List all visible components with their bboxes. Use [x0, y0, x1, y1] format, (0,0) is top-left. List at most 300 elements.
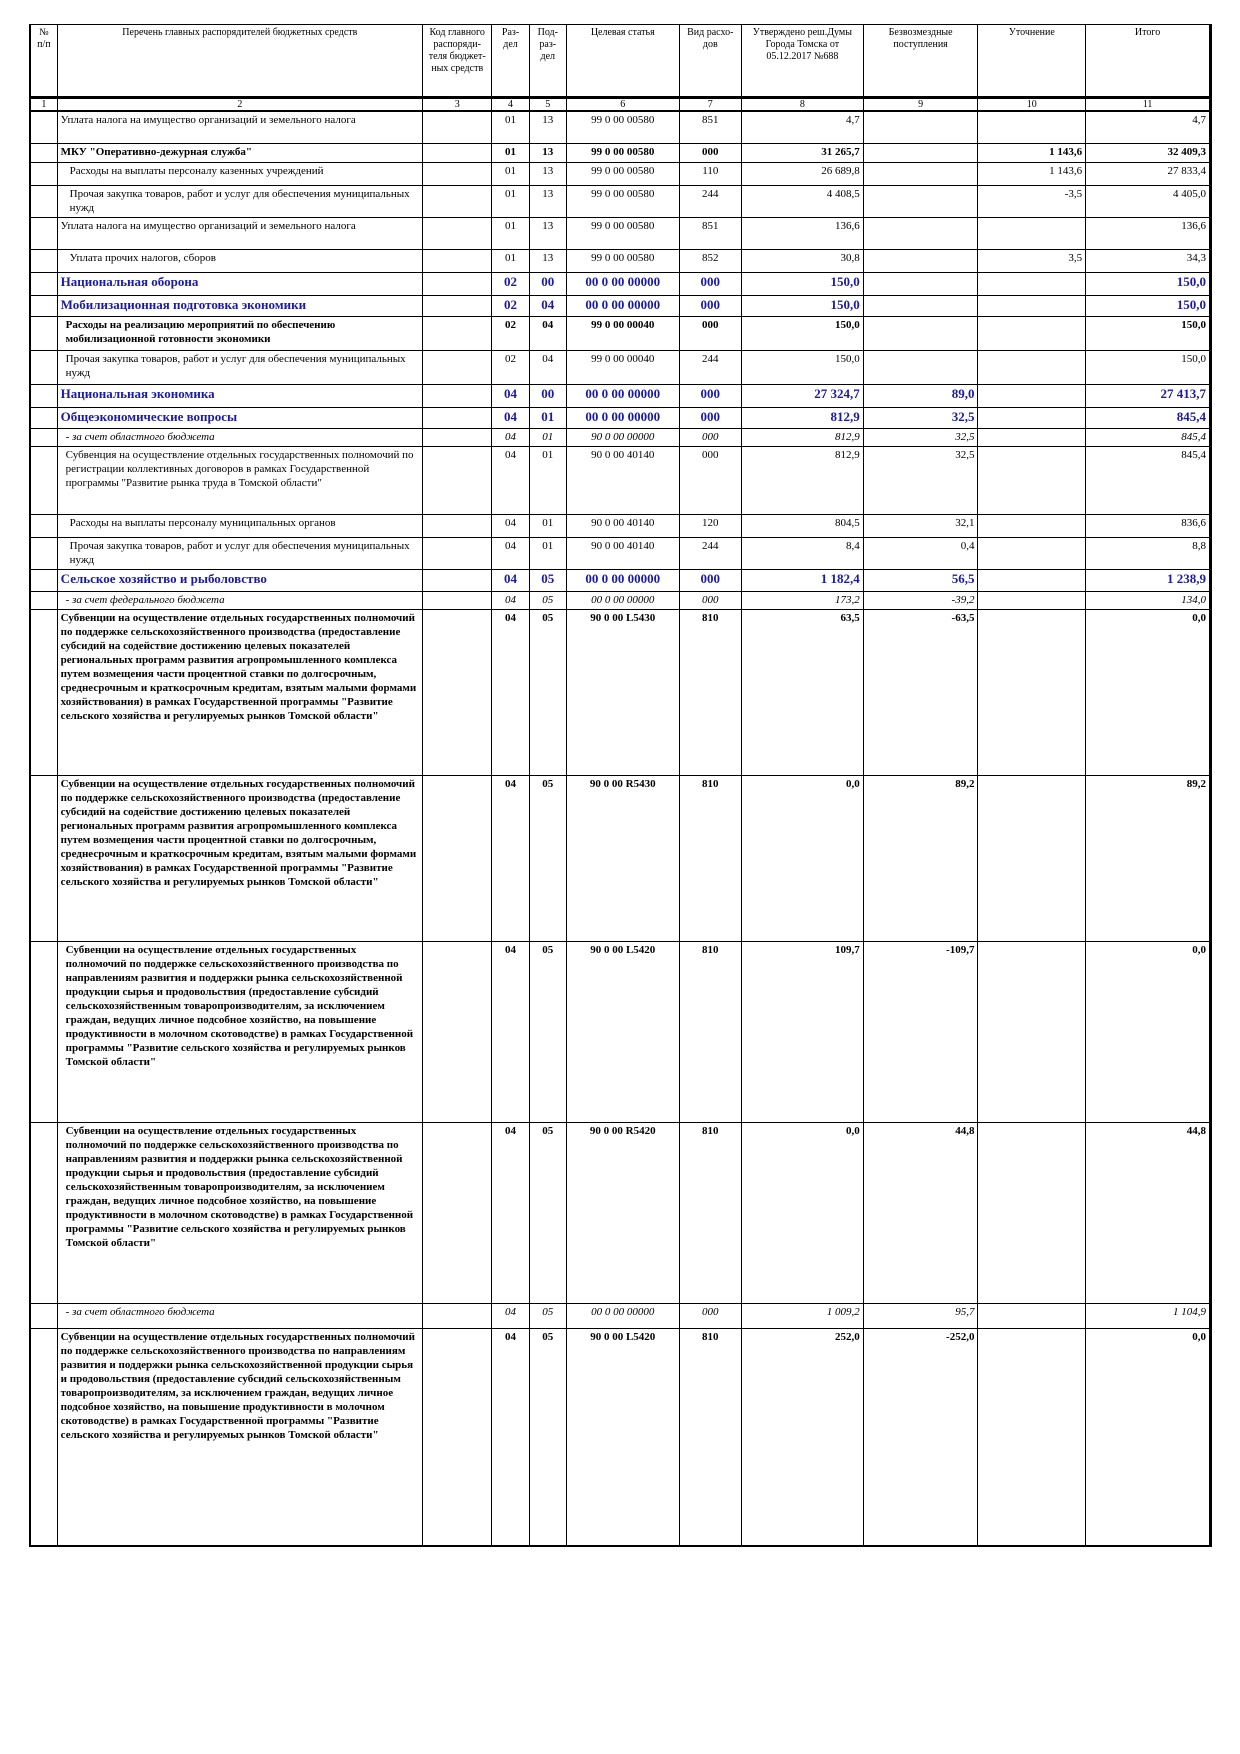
podrazdel-cell: 13: [529, 218, 566, 250]
clarification-amount-cell: [978, 1123, 1086, 1304]
target-article-cell: 99 0 00 00580: [566, 218, 679, 250]
row-name: Субвенция на осуществление отдельных государственных полномочий по регистрации коллективных договоров в рамках Государственной программы "Развитие рынка труда в Томской области": [57, 447, 422, 515]
expense-type-cell: 000: [679, 592, 741, 610]
expense-type-cell: 851: [679, 111, 741, 144]
approved-amount-cell: 812,9: [741, 429, 863, 447]
podrazdel-cell: 05: [529, 610, 566, 776]
header-clarification: Уточнение: [978, 25, 1086, 98]
target-article-cell: 99 0 00 00580: [566, 144, 679, 163]
razdel-cell: 02: [492, 296, 529, 317]
row-number: [30, 1329, 57, 1547]
grants-amount-cell: -63,5: [863, 610, 978, 776]
table-row: [30, 163, 1211, 186]
table-row: [30, 408, 1211, 429]
razdel-cell: 04: [492, 429, 529, 447]
total-amount-cell: 150,0: [1086, 351, 1211, 385]
total-amount-cell: 44,8: [1086, 1123, 1211, 1304]
clarification-amount-cell: [978, 218, 1086, 250]
approved-amount-cell: 136,6: [741, 218, 863, 250]
target-article-cell: 99 0 00 00040: [566, 317, 679, 351]
target-article-cell: 00 0 00 00000: [566, 592, 679, 610]
razdel-cell: 04: [492, 610, 529, 776]
admin-code-cell: [422, 447, 491, 515]
admin-code-cell: [422, 163, 491, 186]
row-name: Мобилизационная подготовка экономики: [57, 296, 422, 317]
row-number: [30, 144, 57, 163]
expense-type-cell: 810: [679, 610, 741, 776]
table-row: [30, 538, 1211, 570]
admin-code-cell: [422, 317, 491, 351]
podrazdel-cell: 04: [529, 296, 566, 317]
table-row: [30, 1329, 1211, 1547]
row-name: Национальная оборона: [57, 273, 422, 296]
header-approved: Утверждено реш.Думы Города Томска от 05.12.2017 №688: [741, 25, 863, 98]
expense-type-cell: 000: [679, 408, 741, 429]
table-row: [30, 351, 1211, 385]
approved-amount-cell: 4 408,5: [741, 186, 863, 218]
approved-amount-cell: 26 689,8: [741, 163, 863, 186]
row-number: [30, 250, 57, 273]
podrazdel-cell: 01: [529, 538, 566, 570]
admin-code-cell: [422, 429, 491, 447]
grants-amount-cell: [863, 351, 978, 385]
col-number: 11: [1086, 98, 1211, 112]
admin-code-cell: [422, 296, 491, 317]
target-article-cell: 00 0 00 00000: [566, 408, 679, 429]
grants-amount-cell: [863, 111, 978, 144]
target-article-cell: 00 0 00 00000: [566, 570, 679, 592]
row-name: МКУ "Оперативно-дежурная служба": [57, 144, 422, 163]
row-number: [30, 351, 57, 385]
target-article-cell: 99 0 00 00580: [566, 111, 679, 144]
expense-type-cell: 810: [679, 1123, 741, 1304]
grants-amount-cell: -39,2: [863, 592, 978, 610]
header-razdel: Раз- дел: [492, 25, 529, 98]
col-number: 10: [978, 98, 1086, 112]
podrazdel-cell: 01: [529, 447, 566, 515]
grants-amount-cell: 95,7: [863, 1304, 978, 1329]
header-number: № п/п: [30, 25, 57, 98]
table-row: [30, 385, 1211, 408]
row-number: [30, 538, 57, 570]
expense-type-cell: 000: [679, 1304, 741, 1329]
expense-type-cell: 244: [679, 538, 741, 570]
row-name: Прочая закупка товаров, работ и услуг для обеспечения муниципальных нужд: [57, 186, 422, 218]
grants-amount-cell: -109,7: [863, 942, 978, 1123]
row-name: Расходы на выплаты персоналу муниципальных органов: [57, 515, 422, 538]
expense-type-cell: 000: [679, 570, 741, 592]
col-number: 4: [492, 98, 529, 112]
target-article-cell: 99 0 00 00040: [566, 351, 679, 385]
target-article-cell: 90 0 00 L5420: [566, 942, 679, 1123]
expense-type-cell: 000: [679, 385, 741, 408]
row-name: Субвенции на осуществление отдельных государственных полномочий по поддержке сельскохозяйственного производства по направлениям развития и поддержки рынка сельскохозяйственной продукции сырья и продовольствия (предоставление субсидий сельскохозяйственным товаропроизводителям, за исключением граждан, ведущих личное подсобное хозяйство, на повышение продуктивности в молочном скотоводстве) в рамках Государственной программы "Развитие сельского хозяйства и регулируемых рынков Томской области": [57, 1123, 422, 1304]
clarification-amount-cell: [978, 610, 1086, 776]
podrazdel-cell: 05: [529, 1304, 566, 1329]
grants-amount-cell: -252,0: [863, 1329, 978, 1547]
table-row: [30, 186, 1211, 218]
row-number: [30, 429, 57, 447]
row-name: Субвенции на осуществление отдельных государственных полномочий по поддержке сельскохозяйственного производства (предоставление субсидий на содействие достижению целевых показателей региональных программ развития агропромышленного комплекса путем возмещения части процентной ставки по долгосрочным, среднесрочным и краткосрочным кредитам, взятым малыми формами хозяйствования) в рамках Государственной программы "Развитие сельского хозяйства и регулируемых рынков Томской области": [57, 776, 422, 942]
admin-code-cell: [422, 776, 491, 942]
clarification-amount-cell: [978, 111, 1086, 144]
total-amount-cell: 32 409,3: [1086, 144, 1211, 163]
total-amount-cell: 0,0: [1086, 942, 1211, 1123]
clarification-amount-cell: [978, 776, 1086, 942]
admin-code-cell: [422, 250, 491, 273]
grants-amount-cell: 32,5: [863, 447, 978, 515]
target-article-cell: 90 0 00 L5420: [566, 1329, 679, 1547]
total-amount-cell: 89,2: [1086, 776, 1211, 942]
target-article-cell: 00 0 00 00000: [566, 273, 679, 296]
row-name: - за счет областного бюджета: [57, 429, 422, 447]
row-name: Уплата прочих налогов, сборов: [57, 250, 422, 273]
razdel-cell: 04: [492, 385, 529, 408]
col-number: 6: [566, 98, 679, 112]
row-number: [30, 408, 57, 429]
podrazdel-cell: 05: [529, 1123, 566, 1304]
podrazdel-cell: 04: [529, 317, 566, 351]
row-number: [30, 610, 57, 776]
target-article-cell: 99 0 00 00580: [566, 250, 679, 273]
table-row: [30, 111, 1211, 144]
col-number: 1: [30, 98, 57, 112]
razdel-cell: 04: [492, 538, 529, 570]
approved-amount-cell: 27 324,7: [741, 385, 863, 408]
podrazdel-cell: 13: [529, 250, 566, 273]
grants-amount-cell: 44,8: [863, 1123, 978, 1304]
total-amount-cell: 136,6: [1086, 218, 1211, 250]
row-name: Уплата налога на имущество организаций и земельного налога: [57, 218, 422, 250]
total-amount-cell: 27 833,4: [1086, 163, 1211, 186]
clarification-amount-cell: [978, 385, 1086, 408]
grants-amount-cell: 32,1: [863, 515, 978, 538]
expense-type-cell: 851: [679, 218, 741, 250]
expense-type-cell: 810: [679, 1329, 741, 1547]
budget-table: [29, 24, 1212, 1547]
row-name: - за счет областного бюджета: [57, 1304, 422, 1329]
clarification-amount-cell: [978, 538, 1086, 570]
clarification-amount-cell: [978, 1329, 1086, 1547]
total-amount-cell: 0,0: [1086, 1329, 1211, 1547]
grants-amount-cell: [863, 296, 978, 317]
admin-code-cell: [422, 218, 491, 250]
approved-amount-cell: 8,4: [741, 538, 863, 570]
podrazdel-cell: 13: [529, 111, 566, 144]
grants-amount-cell: 89,2: [863, 776, 978, 942]
total-amount-cell: 8,8: [1086, 538, 1211, 570]
razdel-cell: 01: [492, 250, 529, 273]
target-article-cell: 90 0 00 40140: [566, 447, 679, 515]
target-article-cell: 90 0 00 40140: [566, 515, 679, 538]
table-row: [30, 429, 1211, 447]
razdel-cell: 02: [492, 317, 529, 351]
grants-amount-cell: [863, 144, 978, 163]
grants-amount-cell: [863, 186, 978, 218]
podrazdel-cell: 13: [529, 186, 566, 218]
expense-type-cell: 810: [679, 776, 741, 942]
admin-code-cell: [422, 1329, 491, 1547]
row-number: [30, 592, 57, 610]
target-article-cell: 90 0 00 R5430: [566, 776, 679, 942]
header-grants: Безвозмездные поступления: [863, 25, 978, 98]
podrazdel-cell: 05: [529, 1329, 566, 1547]
total-amount-cell: 1 104,9: [1086, 1304, 1211, 1329]
approved-amount-cell: 30,8: [741, 250, 863, 273]
approved-amount-cell: 252,0: [741, 1329, 863, 1547]
row-name: - за счет федерального бюджета: [57, 592, 422, 610]
total-amount-cell: 27 413,7: [1086, 385, 1211, 408]
total-amount-cell: 4 405,0: [1086, 186, 1211, 218]
target-article-cell: 00 0 00 00000: [566, 385, 679, 408]
expense-type-cell: 000: [679, 144, 741, 163]
table-row: [30, 1304, 1211, 1329]
total-amount-cell: 134,0: [1086, 592, 1211, 610]
podrazdel-cell: 01: [529, 429, 566, 447]
approved-amount-cell: 804,5: [741, 515, 863, 538]
admin-code-cell: [422, 592, 491, 610]
approved-amount-cell: 1 009,2: [741, 1304, 863, 1329]
target-article-cell: 00 0 00 00000: [566, 296, 679, 317]
approved-amount-cell: 150,0: [741, 296, 863, 317]
approved-amount-cell: 173,2: [741, 592, 863, 610]
admin-code-cell: [422, 273, 491, 296]
admin-code-cell: [422, 385, 491, 408]
table-row: [30, 218, 1211, 250]
expense-type-cell: 000: [679, 296, 741, 317]
row-number: [30, 515, 57, 538]
expense-type-cell: 852: [679, 250, 741, 273]
table-row: [30, 776, 1211, 942]
col-number: 2: [57, 98, 422, 112]
expense-type-cell: 244: [679, 186, 741, 218]
grants-amount-cell: [863, 317, 978, 351]
table-row: [30, 144, 1211, 163]
approved-amount-cell: 0,0: [741, 1123, 863, 1304]
table-row: [30, 610, 1211, 776]
approved-amount-cell: 812,9: [741, 447, 863, 515]
row-number: [30, 186, 57, 218]
grants-amount-cell: [863, 273, 978, 296]
podrazdel-cell: 00: [529, 385, 566, 408]
clarification-amount-cell: [978, 447, 1086, 515]
razdel-cell: 01: [492, 218, 529, 250]
total-amount-cell: 1 238,9: [1086, 570, 1211, 592]
row-name: Расходы на выплаты персоналу казенных учреждений: [57, 163, 422, 186]
target-article-cell: 99 0 00 00580: [566, 186, 679, 218]
col-number: 7: [679, 98, 741, 112]
header-total: Итого: [1086, 25, 1211, 98]
target-article-cell: 90 0 00 00000: [566, 429, 679, 447]
podrazdel-cell: 01: [529, 515, 566, 538]
table-row: [30, 317, 1211, 351]
total-amount-cell: 836,6: [1086, 515, 1211, 538]
table-row: [30, 515, 1211, 538]
grants-amount-cell: 32,5: [863, 429, 978, 447]
total-amount-cell: 34,3: [1086, 250, 1211, 273]
grants-amount-cell: 32,5: [863, 408, 978, 429]
podrazdel-cell: 00: [529, 273, 566, 296]
row-number: [30, 570, 57, 592]
clarification-amount-cell: 3,5: [978, 250, 1086, 273]
approved-amount-cell: 150,0: [741, 273, 863, 296]
razdel-cell: 04: [492, 408, 529, 429]
row-name: Уплата налога на имущество организаций и земельного налога: [57, 111, 422, 144]
row-name: Национальная экономика: [57, 385, 422, 408]
target-article-cell: 00 0 00 00000: [566, 1304, 679, 1329]
razdel-cell: 02: [492, 351, 529, 385]
razdel-cell: 04: [492, 1304, 529, 1329]
clarification-amount-cell: [978, 351, 1086, 385]
approved-amount-cell: 1 182,4: [741, 570, 863, 592]
header-admin-code: Код главного распоряди- теля бюджет- ных средств: [422, 25, 491, 98]
clarification-amount-cell: [978, 408, 1086, 429]
header-podrazdel: Под- раз- дел: [529, 25, 566, 98]
row-number: [30, 776, 57, 942]
admin-code-cell: [422, 570, 491, 592]
target-article-cell: 90 0 00 R5420: [566, 1123, 679, 1304]
clarification-amount-cell: [978, 592, 1086, 610]
podrazdel-cell: 04: [529, 351, 566, 385]
row-name: Субвенции на осуществление отдельных государственных полномочий по поддержке сельскохозяйственного производства (предоставление субсидий на содействие достижению целевых показателей региональных программ развития агропромышленного комплекса путем возмещения части процентной ставки по долгосрочным, среднесрочным и краткосрочным кредитам, взятым малыми формами хозяйствования) в рамках Государственной программы "Развитие сельского хозяйства и регулируемых рынков Томской области": [57, 610, 422, 776]
target-article-cell: 90 0 00 40140: [566, 538, 679, 570]
grants-amount-cell: [863, 163, 978, 186]
razdel-cell: 01: [492, 163, 529, 186]
admin-code-cell: [422, 144, 491, 163]
approved-amount-cell: 812,9: [741, 408, 863, 429]
row-number: [30, 385, 57, 408]
expense-type-cell: 110: [679, 163, 741, 186]
razdel-cell: 01: [492, 186, 529, 218]
total-amount-cell: 4,7: [1086, 111, 1211, 144]
column-number-row: [30, 98, 1211, 112]
expense-type-cell: 000: [679, 317, 741, 351]
podrazdel-cell: 13: [529, 163, 566, 186]
clarification-amount-cell: [978, 570, 1086, 592]
expense-type-cell: 120: [679, 515, 741, 538]
admin-code-cell: [422, 111, 491, 144]
table-row: [30, 296, 1211, 317]
podrazdel-cell: 05: [529, 570, 566, 592]
col-number: 3: [422, 98, 491, 112]
podrazdel-cell: 01: [529, 408, 566, 429]
clarification-amount-cell: [978, 296, 1086, 317]
row-name: Прочая закупка товаров, работ и услуг для обеспечения муниципальных нужд: [57, 351, 422, 385]
total-amount-cell: 845,4: [1086, 429, 1211, 447]
clarification-amount-cell: [978, 429, 1086, 447]
grants-amount-cell: 89,0: [863, 385, 978, 408]
total-amount-cell: 845,4: [1086, 447, 1211, 515]
row-name: Субвенции на осуществление отдельных государственных полномочий по поддержке сельскохозяйственного производства по направлениям развития и поддержки рынка сельскохозяйственной продукции сырья и продовольствия (предоставление субсидий сельскохозяйственным товаропроизводителям, за исключением граждан, ведущих личное подсобное хозяйство, на повышение продуктивности в молочном скотоводстве) в рамках Государственной программы "Развитие сельского хозяйства и регулируемых рынков Томской области": [57, 942, 422, 1123]
col-number: 5: [529, 98, 566, 112]
admin-code-cell: [422, 942, 491, 1123]
total-amount-cell: 150,0: [1086, 296, 1211, 317]
col-number: 9: [863, 98, 978, 112]
grants-amount-cell: [863, 218, 978, 250]
table-row: [30, 250, 1211, 273]
razdel-cell: 04: [492, 570, 529, 592]
admin-code-cell: [422, 538, 491, 570]
approved-amount-cell: 63,5: [741, 610, 863, 776]
admin-code-cell: [422, 1123, 491, 1304]
row-number: [30, 273, 57, 296]
table-row: [30, 942, 1211, 1123]
razdel-cell: 04: [492, 776, 529, 942]
razdel-cell: 04: [492, 942, 529, 1123]
approved-amount-cell: 150,0: [741, 351, 863, 385]
table-row: [30, 447, 1211, 515]
row-name: Общеэкономические вопросы: [57, 408, 422, 429]
expense-type-cell: 810: [679, 942, 741, 1123]
expense-type-cell: 000: [679, 447, 741, 515]
row-number: [30, 111, 57, 144]
razdel-cell: 04: [492, 1329, 529, 1547]
razdel-cell: 04: [492, 447, 529, 515]
admin-code-cell: [422, 351, 491, 385]
admin-code-cell: [422, 610, 491, 776]
clarification-amount-cell: 1 143,6: [978, 163, 1086, 186]
col-number: 8: [741, 98, 863, 112]
row-number: [30, 218, 57, 250]
admin-code-cell: [422, 408, 491, 429]
razdel-cell: 02: [492, 273, 529, 296]
grants-amount-cell: 56,5: [863, 570, 978, 592]
grants-amount-cell: [863, 250, 978, 273]
approved-amount-cell: 150,0: [741, 317, 863, 351]
header-expense-type: Вид расхо- дов: [679, 25, 741, 98]
approved-amount-cell: 31 265,7: [741, 144, 863, 163]
row-number: [30, 163, 57, 186]
total-amount-cell: 845,4: [1086, 408, 1211, 429]
header-target-article: Целевая статья: [566, 25, 679, 98]
podrazdel-cell: 05: [529, 592, 566, 610]
total-amount-cell: 150,0: [1086, 273, 1211, 296]
header-name: Перечень главных распорядителей бюджетных средств: [57, 25, 422, 98]
row-number: [30, 1304, 57, 1329]
clarification-amount-cell: -3,5: [978, 186, 1086, 218]
grants-amount-cell: 0,4: [863, 538, 978, 570]
row-number: [30, 296, 57, 317]
razdel-cell: 01: [492, 144, 529, 163]
clarification-amount-cell: [978, 1304, 1086, 1329]
podrazdel-cell: 05: [529, 776, 566, 942]
row-name: Сельское хозяйство и рыболовство: [57, 570, 422, 592]
total-amount-cell: 150,0: [1086, 317, 1211, 351]
podrazdel-cell: 05: [529, 942, 566, 1123]
table-row: [30, 273, 1211, 296]
table-row: [30, 1123, 1211, 1304]
approved-amount-cell: 0,0: [741, 776, 863, 942]
approved-amount-cell: 109,7: [741, 942, 863, 1123]
table-row: [30, 570, 1211, 592]
approved-amount-cell: 4,7: [741, 111, 863, 144]
razdel-cell: 04: [492, 592, 529, 610]
clarification-amount-cell: 1 143,6: [978, 144, 1086, 163]
admin-code-cell: [422, 186, 491, 218]
razdel-cell: 01: [492, 111, 529, 144]
total-amount-cell: 0,0: [1086, 610, 1211, 776]
table-header-row: [30, 25, 1211, 98]
expense-type-cell: 000: [679, 429, 741, 447]
row-number: [30, 317, 57, 351]
podrazdel-cell: 13: [529, 144, 566, 163]
table-row: [30, 592, 1211, 610]
target-article-cell: 90 0 00 L5430: [566, 610, 679, 776]
row-name: Расходы на реализацию мероприятий по обеспечению мобилизационной готовности экономики: [57, 317, 422, 351]
clarification-amount-cell: [978, 273, 1086, 296]
expense-type-cell: 000: [679, 273, 741, 296]
row-number: [30, 447, 57, 515]
